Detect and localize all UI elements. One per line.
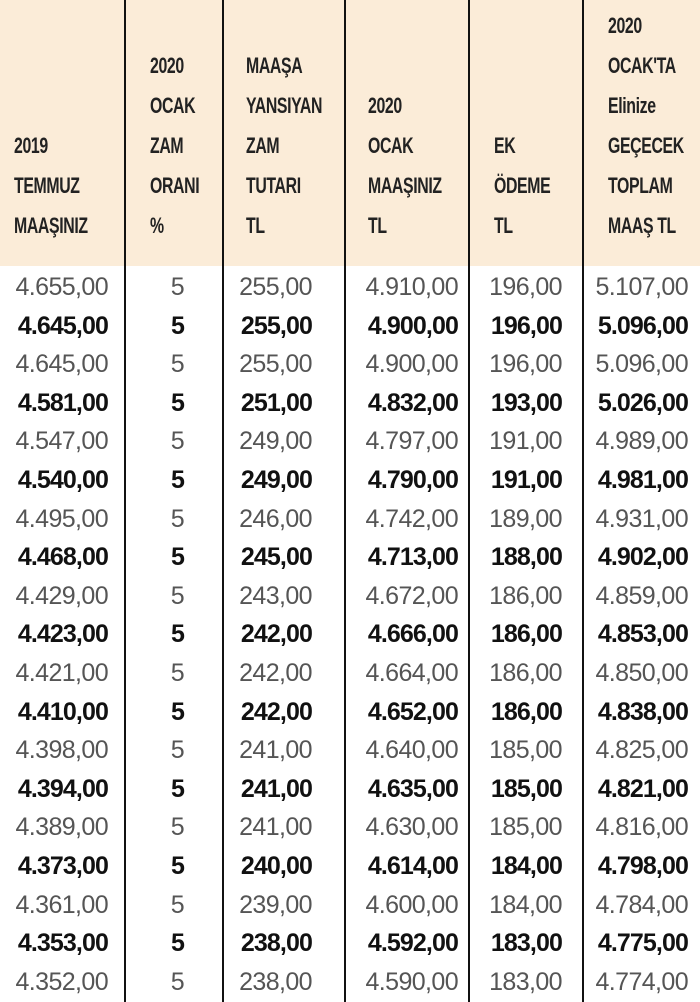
cell-2020-salary: 4.713,00: [367, 543, 458, 572]
cell-raise-rate: 5: [170, 736, 184, 765]
cell-total-salary: 4.798,00: [597, 852, 688, 880]
cell-raise-amount: 249,00: [239, 427, 312, 456]
cell-raise-rate: 5: [170, 504, 184, 533]
cell-raise-amount: 246,00: [239, 504, 312, 533]
table-row: [0, 770, 700, 809]
cell-2019-salary: 4.429,00: [15, 581, 108, 610]
table-row: [0, 384, 700, 423]
cell-raise-amount: 241,00: [240, 774, 312, 803]
table-row: [0, 577, 700, 616]
cell-2019-salary: 4.540,00: [17, 466, 108, 494]
header-label: 2020 OCAK ZAM ORANI %: [150, 53, 200, 238]
cell-total-salary: 5.107,00: [595, 273, 688, 301]
cell-2020-salary: 4.664,00: [365, 659, 458, 687]
cell-raise-rate: 5: [170, 388, 184, 417]
cell-extra-payment: 185,00: [489, 736, 562, 765]
cell-total-salary: 4.859,00: [595, 581, 688, 610]
cell-extra-payment: 185,00: [490, 774, 562, 803]
cell-total-salary: 4.931,00: [595, 504, 688, 533]
cell-2019-salary: 4.645,00: [17, 311, 108, 340]
cell-2020-salary: 4.790,00: [367, 466, 458, 494]
cell-raise-amount: 238,00: [240, 929, 312, 958]
cell-extra-payment: 183,00: [490, 929, 562, 958]
cell-total-salary: 5.096,00: [595, 350, 688, 379]
table-row: [0, 538, 700, 577]
cell-raise-amount: 249,00: [240, 466, 312, 494]
cell-extra-payment: 188,00: [490, 543, 562, 572]
cell-raise-amount: 255,00: [239, 350, 312, 379]
cell-extra-payment: 186,00: [489, 659, 562, 687]
cell-total-salary: 4.989,00: [595, 427, 688, 456]
cell-2020-salary: 4.592,00: [367, 929, 458, 958]
cell-2019-salary: 4.423,00: [17, 620, 108, 649]
cell-2019-salary: 4.361,00: [15, 890, 108, 919]
cell-2020-salary: 4.900,00: [365, 350, 458, 379]
cell-2020-salary: 4.672,00: [365, 581, 458, 610]
cell-2020-salary: 4.630,00: [365, 813, 458, 842]
cell-raise-rate: 5: [170, 581, 184, 610]
cell-2020-salary: 4.666,00: [367, 620, 458, 649]
cell-2020-salary: 4.640,00: [365, 736, 458, 765]
cell-2019-salary: 4.353,00: [17, 929, 108, 958]
cell-extra-payment: 183,00: [489, 967, 562, 996]
cell-total-salary: 4.816,00: [595, 813, 688, 842]
cell-raise-rate: 5: [170, 273, 184, 301]
cell-raise-rate: 5: [170, 852, 184, 880]
cell-raise-amount: 255,00: [239, 273, 312, 301]
cell-raise-rate: 5: [170, 620, 184, 649]
cell-2019-salary: 4.655,00: [15, 273, 108, 301]
cell-extra-payment: 185,00: [489, 813, 562, 842]
table-row: [0, 307, 700, 346]
cell-2019-salary: 4.421,00: [15, 659, 108, 687]
cell-total-salary: 4.825,00: [595, 736, 688, 765]
cell-extra-payment: 196,00: [490, 311, 562, 340]
cell-2020-salary: 4.910,00: [365, 273, 458, 301]
cell-2019-salary: 4.398,00: [15, 736, 108, 765]
cell-2020-salary: 4.635,00: [367, 774, 458, 803]
cell-total-salary: 4.774,00: [595, 967, 688, 996]
cell-extra-payment: 186,00: [489, 581, 562, 610]
header-label: EK ÖDEME TL: [494, 133, 551, 238]
cell-raise-rate: 5: [170, 967, 184, 996]
cell-extra-payment: 193,00: [490, 388, 562, 417]
cell-raise-amount: 255,00: [240, 311, 312, 340]
cell-total-salary: 5.026,00: [597, 388, 688, 417]
cell-2020-salary: 4.900,00: [367, 311, 458, 340]
header-cell-raise-amount: [224, 0, 344, 266]
table-row: [0, 345, 700, 384]
cell-raise-amount: 242,00: [240, 697, 312, 726]
header-cell-extra-payment: [470, 0, 582, 266]
table-row: [0, 847, 700, 886]
cell-raise-rate: 5: [170, 813, 184, 842]
cell-raise-rate: 5: [170, 697, 184, 726]
cell-extra-payment: 186,00: [490, 697, 562, 726]
table-row: [0, 654, 700, 693]
cell-raise-amount: 241,00: [239, 813, 312, 842]
cell-extra-payment: 184,00: [489, 890, 562, 919]
cell-extra-payment: 184,00: [490, 852, 562, 880]
cell-2019-salary: 4.410,00: [17, 697, 108, 726]
cell-raise-amount: 239,00: [239, 890, 312, 919]
cell-raise-amount: 242,00: [240, 620, 312, 649]
header-label: 2020 OCAK MAAŞINIZ TL: [368, 93, 442, 238]
cell-2019-salary: 4.581,00: [17, 388, 108, 417]
cell-extra-payment: 191,00: [490, 466, 562, 494]
cell-2019-salary: 4.352,00: [15, 967, 108, 996]
cell-total-salary: 4.821,00: [597, 774, 688, 803]
cell-raise-amount: 251,00: [240, 388, 312, 417]
cell-total-salary: 5.096,00: [597, 311, 688, 340]
cell-2020-salary: 4.832,00: [367, 388, 458, 417]
table-row: [0, 731, 700, 770]
cell-total-salary: 4.850,00: [595, 659, 688, 687]
table-row: [0, 500, 700, 539]
table-row: [0, 808, 700, 847]
header-label: 2019 TEMMUZ MAAŞINIZ: [14, 133, 88, 238]
cell-raise-rate: 5: [170, 543, 184, 572]
header-label: MAAŞA YANSIYAN ZAM TUTARI TL: [246, 53, 323, 238]
table-row: [0, 693, 700, 732]
cell-raise-amount: 240,00: [240, 852, 312, 880]
cell-extra-payment: 189,00: [489, 504, 562, 533]
cell-2019-salary: 4.373,00: [17, 852, 108, 880]
table-row: [0, 886, 700, 925]
cell-total-salary: 4.853,00: [597, 620, 688, 649]
cell-raise-rate: 5: [170, 466, 184, 494]
cell-total-salary: 4.838,00: [597, 697, 688, 726]
cell-2019-salary: 4.389,00: [15, 813, 108, 842]
cell-extra-payment: 196,00: [489, 273, 562, 301]
cell-2020-salary: 4.742,00: [365, 504, 458, 533]
cell-raise-rate: 5: [170, 929, 184, 958]
cell-raise-rate: 5: [170, 659, 184, 687]
header-cell-2020-january-salary: [346, 0, 468, 266]
cell-extra-payment: 186,00: [490, 620, 562, 649]
table-row: [0, 461, 700, 500]
table-row: [0, 615, 700, 654]
cell-raise-amount: 243,00: [239, 581, 312, 610]
cell-extra-payment: 191,00: [489, 427, 562, 456]
cell-2020-salary: 4.614,00: [367, 852, 458, 880]
cell-raise-rate: 5: [170, 311, 184, 340]
cell-raise-amount: 242,00: [239, 659, 312, 687]
cell-raise-amount: 241,00: [239, 736, 312, 765]
cell-total-salary: 4.902,00: [597, 543, 688, 572]
cell-raise-rate: 5: [170, 350, 184, 379]
header-cell-raise-rate: [126, 0, 222, 266]
cell-raise-rate: 5: [170, 774, 184, 803]
header-cell-total-salary: [584, 0, 700, 266]
cell-2020-salary: 4.652,00: [367, 697, 458, 726]
cell-2019-salary: 4.495,00: [15, 504, 108, 533]
cell-extra-payment: 196,00: [489, 350, 562, 379]
table-row: [0, 963, 700, 1002]
cell-2019-salary: 4.645,00: [15, 350, 108, 379]
cell-raise-amount: 245,00: [240, 543, 312, 572]
table-row: [0, 924, 700, 963]
header-label: 2020 OCAK'TA Elinize GEÇECEK TOPLAM MAAŞ TL: [608, 13, 684, 238]
cell-2020-salary: 4.590,00: [365, 967, 458, 996]
cell-raise-amount: 238,00: [239, 967, 312, 996]
cell-total-salary: 4.981,00: [597, 466, 688, 494]
header-cell-2019-july-salary: [0, 0, 124, 266]
cell-raise-rate: 5: [170, 890, 184, 919]
cell-2020-salary: 4.600,00: [365, 890, 458, 919]
cell-raise-rate: 5: [170, 427, 184, 456]
cell-2020-salary: 4.797,00: [365, 427, 458, 456]
table-row: [0, 422, 700, 461]
cell-2019-salary: 4.394,00: [17, 774, 108, 803]
cell-2019-salary: 4.547,00: [15, 427, 108, 456]
cell-total-salary: 4.784,00: [595, 890, 688, 919]
table-row: [0, 268, 700, 307]
cell-2019-salary: 4.468,00: [17, 543, 108, 572]
cell-total-salary: 4.775,00: [597, 929, 688, 958]
